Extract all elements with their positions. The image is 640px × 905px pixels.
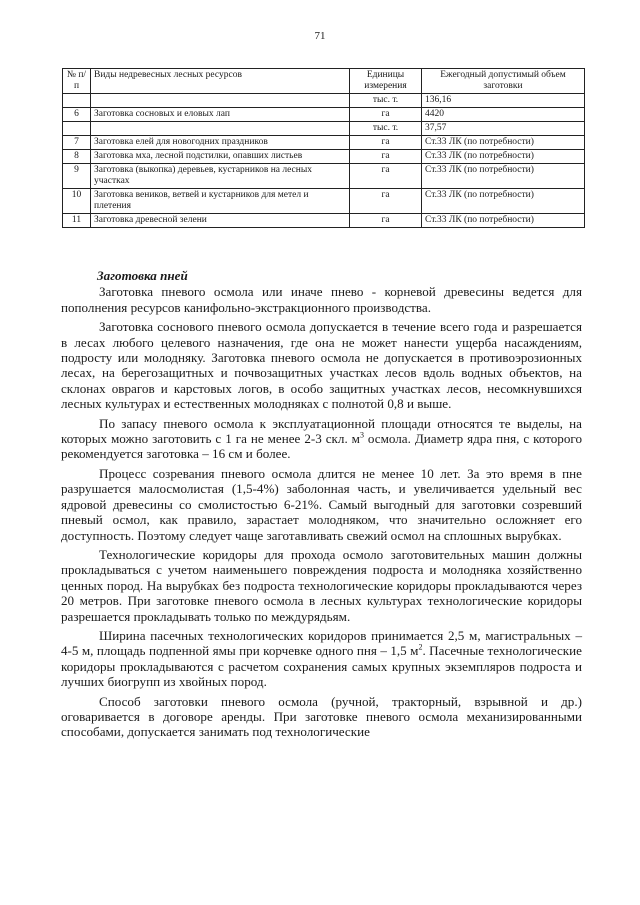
paragraph: Заготовка соснового пневого осмола допускается в течение всего года и разрешается в лесах любого целевого назначения, где она не может нанести ущерба насаждениям, подросту или молодняку. Заготовка пневого осмола не допускается в противоэрозионных лесах, на берегозащитных и почвозащитных участках лесов вдоль водных объектов, на склонах оврагов и карстовых логов, в особо защитных участках лесов, несомкнувшихся лесных культурах и естественных молодняках с полнотой 0,8 и выше. — [61, 319, 582, 412]
row-volume: Ст.33 ЛК (по потребности) — [422, 164, 585, 189]
row-volume: Ст.33 ЛК (по потребности) — [422, 150, 585, 164]
row-num: 10 — [63, 189, 91, 214]
paragraph: Способ заготовки пневого осмола (ручной, тракторный, взрывной и др.) оговаривается в договоре аренды. При заготовке пневого осмола механизированными способами, допускается занимать под технологические — [61, 693, 582, 740]
superscript: 2 — [418, 642, 423, 652]
header-volume: Ежегодный допустимый объем заготовки — [422, 69, 585, 94]
row-name: Заготовка мха, лесной подстилки, опавших листьев — [91, 150, 350, 164]
row-name — [91, 94, 350, 108]
row-volume: 37,57 — [422, 122, 585, 136]
row-num: 8 — [63, 150, 91, 164]
row-name: Заготовка древесной зелени — [91, 214, 350, 228]
row-volume: 4420 — [422, 108, 585, 122]
row-unit: га — [350, 108, 422, 122]
table-row — [63, 164, 585, 189]
row-volume: Ст.33 ЛК (по потребности) — [422, 136, 585, 150]
paragraph: Процесс созревания пневого осмола длится не менее 10 лет. За это время в пне разрушается малосмолистая (1,5-4%) заболонная часть, и увеличивается удельный вес ядровой древесины со смолистостью 6-21%. Самый выгодный для заготовки созревший пневый осмол, как правило, зарастает молодняком, что значительно осложняет его доступность. Поэтому следует чаще заготавливать свежий осмол на сплошных вырубках. — [61, 465, 582, 543]
row-num — [63, 94, 91, 108]
table-header-row — [63, 69, 585, 94]
table-row — [63, 136, 585, 150]
paragraph — [61, 628, 582, 690]
row-volume: Ст.33 ЛК (по потребности) — [422, 214, 585, 228]
paragraph: Технологические коридоры для прохода осмоло заготовительных машин должны прокладываться с учетом наименьшего повреждения подроста и молодняка хозяйственно ценных пород. На вырубках без подроста технологические коридоры прокладываются через 20 метров. При заготовке пневого осмола в лесных культурах технологические коридоры разрешается прокладывать только по междурядьям. — [61, 546, 582, 624]
table-row — [63, 94, 585, 108]
row-volume: 136,16 — [422, 94, 585, 108]
section-heading: Заготовка пней — [97, 268, 188, 283]
section-body — [61, 268, 582, 744]
row-num — [63, 122, 91, 136]
row-name — [91, 122, 350, 136]
row-unit: га — [350, 150, 422, 164]
table-row — [63, 150, 585, 164]
paragraph-text: осмола. Диаметр ядра пня, с которого рекомендуется заготовка – 16 см и более. — [61, 431, 582, 462]
paragraph-text: Ширина пасечных технологических коридоров принимается 2,5 м, магистральных – 4-5 м, площадь подпенной ямы при корчевке одного пня – 1,5 м — [61, 627, 582, 659]
row-unit: га — [350, 136, 422, 150]
row-num: 9 — [63, 164, 91, 189]
header-unit: Единицы измерения — [350, 69, 422, 94]
header-name: Виды недревесных лесных ресурсов — [91, 69, 350, 94]
row-name: Заготовка сосновых и еловых лап — [91, 108, 350, 122]
header-num: № п/п — [63, 69, 91, 94]
paragraph-text: . Пасечные технологические коридоры прокладываются с расчетом сохранения самых крупных экземпляров подроста и лучших биогрупп из хвойных пород. — [61, 643, 582, 690]
superscript: 3 — [359, 430, 364, 440]
row-name: Заготовка веников, ветвей и кустарников для метел и плетения — [91, 189, 350, 214]
page-number: 71 — [314, 30, 326, 42]
paragraph-text: По запасу пневого осмола к эксплуатационной площади относятся те выделы, на которых можно заготовить с 1 га не менее 2-3 скл. м — [61, 415, 582, 447]
row-name: Заготовка (выкопка) деревьев, кустарников на лесных участках — [91, 164, 350, 189]
table-row — [63, 122, 585, 136]
row-volume: Ст.33 ЛК (по потребности) — [422, 189, 585, 214]
resources-table — [62, 68, 585, 228]
table-row — [63, 214, 585, 228]
row-name: Заготовка елей для новогодних праздников — [91, 136, 350, 150]
paragraph: Заготовка пневого осмола или иначе пнево - корневой древесины ведется для пополнения ресурсов канифольно-экстракционного производства. — [61, 284, 582, 315]
table-row — [63, 108, 585, 122]
row-num: 11 — [63, 214, 91, 228]
row-num: 7 — [63, 136, 91, 150]
row-unit: тыс. т. — [350, 122, 422, 136]
row-unit: га — [350, 164, 422, 189]
row-unit: га — [350, 214, 422, 228]
table-row — [63, 189, 585, 214]
row-unit: тыс. т. — [350, 94, 422, 108]
row-num: 6 — [63, 108, 91, 122]
paragraph — [61, 416, 582, 462]
row-unit: га — [350, 189, 422, 214]
